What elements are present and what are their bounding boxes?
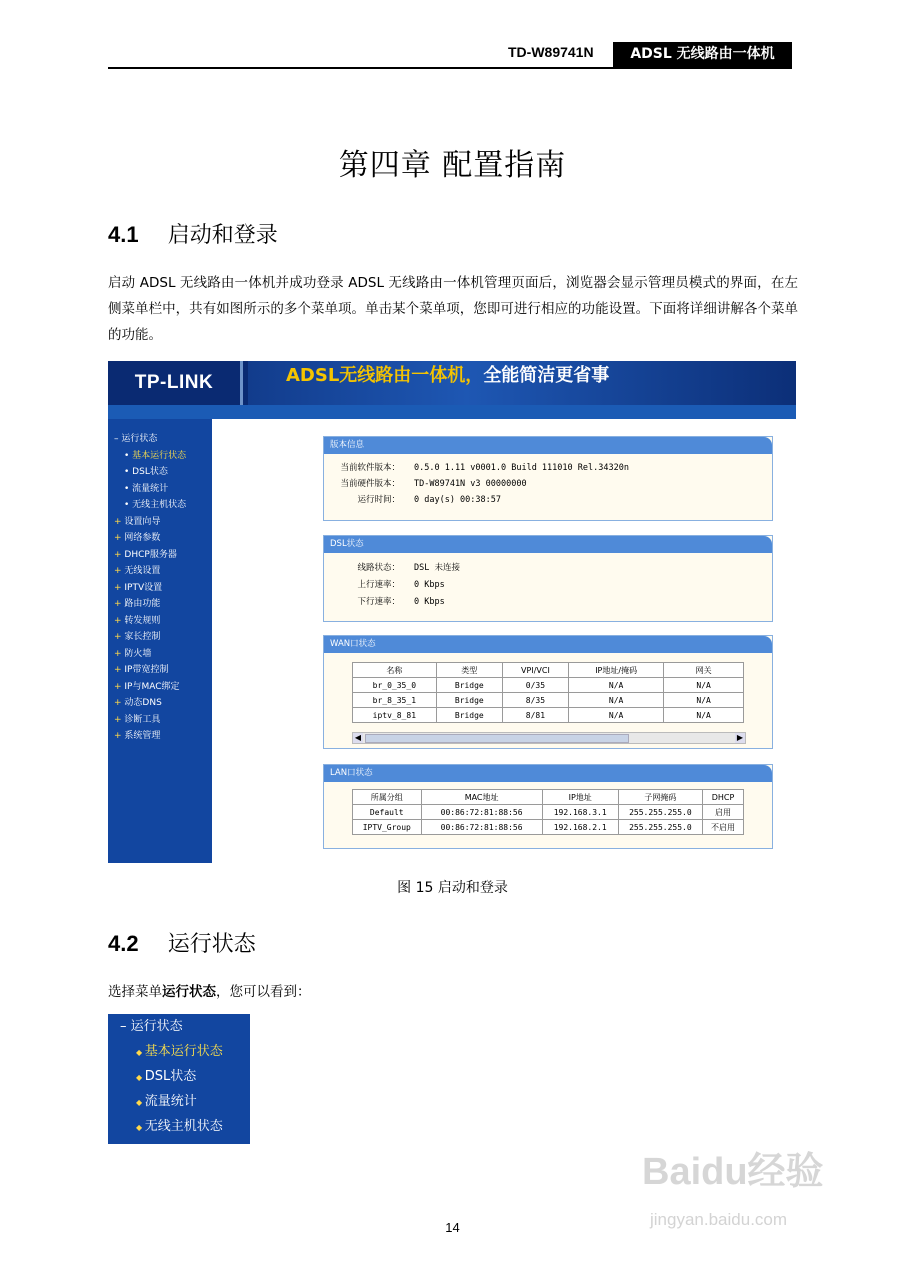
menu-label: 基本运行状态 bbox=[144, 1044, 223, 1059]
table-cell: 0/35 bbox=[502, 678, 568, 693]
table-row bbox=[353, 708, 744, 723]
sidebar-menu-item[interactable] bbox=[114, 679, 186, 696]
blue-bar bbox=[108, 405, 796, 419]
select-menu-paragraph bbox=[108, 980, 311, 1000]
menu-bullet-icon: + bbox=[114, 731, 125, 741]
section-number: 4.1 bbox=[108, 222, 139, 247]
table-row bbox=[353, 805, 744, 820]
menu-bullet-icon: + bbox=[114, 681, 125, 692]
sidebar-menu-item[interactable] bbox=[114, 481, 186, 498]
kv-row: 上行速率： 0 Kbps bbox=[357, 580, 445, 590]
menu-bullet-icon: + bbox=[114, 599, 125, 609]
table-cell: Default bbox=[353, 805, 422, 820]
banner-slogan bbox=[248, 361, 796, 405]
lan-table bbox=[352, 789, 744, 835]
slogan-part-b: 全能简洁更省事 bbox=[483, 365, 610, 386]
menu-bullet-icon: + bbox=[114, 566, 125, 576]
para-text: 选择菜单 bbox=[108, 984, 162, 1000]
menu-label: DSL状态 bbox=[144, 1069, 197, 1084]
sidebar-menu-item[interactable] bbox=[114, 530, 186, 547]
sidebar-menu-item[interactable] bbox=[114, 514, 186, 531]
column-header: DHCP bbox=[703, 790, 744, 805]
menu-bullet-icon: • bbox=[124, 500, 133, 510]
table-cell: 255.255.255.0 bbox=[618, 820, 702, 835]
menu-bullet-icon: + bbox=[114, 549, 125, 560]
menu-label: 流量统计 bbox=[144, 1094, 197, 1109]
kv-row: 运行时间： 0 day(s) 00:38:57 bbox=[357, 495, 501, 505]
menu-label: 系统管理 bbox=[124, 731, 161, 741]
table-cell: 00:86:72:81:88:56 bbox=[421, 805, 542, 820]
menu-label: IP与MAC绑定 bbox=[124, 681, 180, 692]
menu-bullet-icon: • bbox=[124, 450, 133, 461]
sidebar-menu-item[interactable] bbox=[114, 596, 186, 613]
table-cell: N/A bbox=[569, 678, 664, 693]
panel-title: LAN口状态 bbox=[324, 765, 772, 782]
menu-bullet-icon: + bbox=[114, 516, 125, 527]
menu-label: 运行状态 bbox=[121, 434, 158, 444]
menu-label: 动态DNS bbox=[124, 698, 162, 708]
menu-bullet-icon: + bbox=[114, 648, 125, 659]
sidebar-menu-item[interactable] bbox=[114, 662, 186, 679]
column-header: 所属分组 bbox=[353, 790, 422, 805]
section-number: 4.2 bbox=[108, 931, 139, 956]
table-cell: Bridge bbox=[436, 678, 502, 693]
table-cell: 8/81 bbox=[502, 708, 568, 723]
sidebar-menu-item[interactable] bbox=[114, 431, 186, 448]
intro-paragraph: 启动 ADSL 无线路由一体机并成功登录 ADSL 无线路由一体机管理页面后，浏览器会显示管理员模式的界面，在左侧菜单栏中，共有如图所示的多个菜单项。单击某个菜单项，您即可进行相应的功能设置。下面将详细讲解各个菜单的功能。 bbox=[108, 275, 798, 343]
column-header: 类型 bbox=[436, 663, 502, 678]
table-cell: 192.168.3.1 bbox=[542, 805, 618, 820]
menu-bullet-icon: ◆ bbox=[136, 1073, 145, 1082]
column-header: MAC地址 bbox=[421, 790, 542, 805]
table-cell: 255.255.255.0 bbox=[618, 805, 702, 820]
table-cell: 00:86:72:81:88:56 bbox=[421, 820, 542, 835]
lan-panel bbox=[323, 764, 773, 849]
menu-bullet-icon: – bbox=[114, 434, 122, 444]
baidu-watermark-url: jingyan.baidu.com bbox=[650, 1210, 788, 1229]
table-cell: 8/35 bbox=[502, 693, 568, 708]
tp-link-logo: TP-LINK bbox=[108, 361, 243, 405]
table-cell: N/A bbox=[664, 678, 744, 693]
table-row bbox=[353, 693, 744, 708]
figure-caption: 图 15 启动和登录 bbox=[397, 880, 508, 896]
menu-bullet-icon: + bbox=[114, 665, 125, 675]
menu-label: 路由功能 bbox=[124, 599, 161, 609]
panel-title: DSL状态 bbox=[324, 536, 772, 553]
menu-bullet-icon: + bbox=[114, 632, 125, 642]
table-cell: IPTV_Group bbox=[353, 820, 422, 835]
header-model: TD-W89741N bbox=[508, 44, 594, 60]
table-cell: N/A bbox=[569, 693, 664, 708]
panel-title: 版本信息 bbox=[324, 437, 772, 454]
status-menu-screenshot bbox=[108, 1014, 250, 1144]
wan-panel bbox=[323, 635, 773, 749]
table-cell: N/A bbox=[664, 708, 744, 723]
menu-label: 基本运行状态 bbox=[132, 450, 187, 461]
menu-label: 流量统计 bbox=[132, 483, 169, 494]
menu-bullet-icon: + bbox=[114, 533, 125, 543]
column-header: 子网掩码 bbox=[618, 790, 702, 805]
menu-label: 网络参数 bbox=[124, 533, 161, 543]
menu-label: 无线主机状态 bbox=[132, 500, 187, 510]
menu-bullet-icon: • bbox=[124, 483, 133, 494]
status-menu-item[interactable] bbox=[108, 1039, 250, 1064]
status-menu-item[interactable] bbox=[108, 1064, 250, 1089]
para-text: ，您可以看到： bbox=[216, 984, 311, 1000]
table-header-row bbox=[353, 790, 744, 805]
menu-bullet-icon: ◆ bbox=[136, 1048, 145, 1057]
sidebar-menu-item[interactable] bbox=[114, 646, 186, 663]
section-title: 启动和登录 bbox=[167, 223, 278, 248]
kv-row: 线路状态： DSL 未连接 bbox=[357, 563, 460, 573]
menu-bullet-icon: – bbox=[120, 1019, 131, 1034]
sidebar-menu-item[interactable] bbox=[114, 547, 186, 564]
section-heading-4-2 bbox=[108, 927, 256, 958]
menu-label: IP带宽控制 bbox=[124, 665, 169, 675]
table-cell: 不启用 bbox=[703, 820, 744, 835]
baidu-watermark-logo: Baidu经验 bbox=[642, 1151, 824, 1193]
router-admin-screenshot bbox=[108, 361, 796, 863]
menu-label: 运行状态 bbox=[130, 1019, 183, 1034]
sidebar-menu-item[interactable] bbox=[114, 580, 186, 597]
column-header: VPI/VCI bbox=[502, 663, 568, 678]
sidebar-menu-item[interactable] bbox=[114, 712, 186, 729]
menu-label: 转发规则 bbox=[124, 615, 161, 626]
scroll-left-icon[interactable]: ◀ bbox=[354, 733, 362, 742]
menu-bullet-icon: ◆ bbox=[136, 1098, 145, 1107]
column-header: 名称 bbox=[353, 663, 437, 678]
menu-label: DSL状态 bbox=[132, 467, 168, 477]
table-row bbox=[353, 820, 744, 835]
column-header: IP地址/掩码 bbox=[569, 663, 664, 678]
menu-label: 防火墙 bbox=[124, 648, 152, 659]
menu-bullet-icon: • bbox=[124, 467, 133, 477]
table-header-row bbox=[353, 663, 744, 678]
menu-label: 无线设置 bbox=[124, 566, 161, 576]
sidebar-menu-item[interactable] bbox=[114, 613, 186, 630]
table-cell: br_8_35_1 bbox=[353, 693, 437, 708]
slogan-part-a: ADSL无线路由一体机， bbox=[286, 365, 484, 386]
column-header: IP地址 bbox=[542, 790, 618, 805]
menu-bullet-icon: ◆ bbox=[136, 1123, 145, 1132]
menu-bullet-icon: + bbox=[114, 615, 125, 626]
panel-title: WAN口状态 bbox=[324, 636, 772, 653]
header-product: ADSL 无线路由一体机 bbox=[613, 42, 792, 67]
scroll-thumb[interactable] bbox=[365, 734, 629, 743]
table-cell: N/A bbox=[569, 708, 664, 723]
sidebar-menu-item[interactable] bbox=[114, 728, 186, 745]
sidebar-menu-item[interactable] bbox=[114, 448, 186, 465]
header-rule bbox=[108, 67, 792, 69]
page-number: 14 bbox=[445, 1220, 460, 1235]
menu-bullet-icon: + bbox=[114, 714, 125, 725]
sidebar-menu-item[interactable] bbox=[114, 563, 186, 580]
table-cell: N/A bbox=[664, 693, 744, 708]
table-cell: iptv_8_81 bbox=[353, 708, 437, 723]
para-bold: 运行状态 bbox=[162, 984, 216, 1000]
table-cell: Bridge bbox=[436, 708, 502, 723]
table-cell: br_0_35_0 bbox=[353, 678, 437, 693]
status-menu-item[interactable] bbox=[108, 1014, 250, 1039]
menu-label: IPTV设置 bbox=[124, 582, 163, 593]
sidebar-menu-item[interactable] bbox=[114, 464, 186, 481]
section-title: 运行状态 bbox=[167, 932, 256, 957]
menu-label: 家长控制 bbox=[124, 632, 161, 642]
horizontal-scrollbar[interactable] bbox=[352, 732, 746, 744]
table-cell: Bridge bbox=[436, 693, 502, 708]
version-panel bbox=[323, 436, 773, 521]
kv-row: 当前硬件版本： TD-W89741N v3 00000000 bbox=[340, 479, 527, 489]
dsl-panel bbox=[323, 535, 773, 622]
sidebar-menu-item[interactable] bbox=[114, 497, 186, 514]
status-menu-item[interactable] bbox=[108, 1114, 250, 1139]
kv-row: 下行速率： 0 Kbps bbox=[357, 597, 445, 607]
menu-label: 诊断工具 bbox=[124, 714, 161, 725]
table-cell: 启用 bbox=[703, 805, 744, 820]
scroll-right-icon[interactable]: ▶ bbox=[736, 733, 744, 742]
sidebar-menu-item[interactable] bbox=[114, 629, 186, 646]
section-heading-4-1 bbox=[108, 218, 278, 249]
chapter-title: 第四章 配置指南 bbox=[338, 148, 567, 183]
sidebar-menu bbox=[114, 431, 186, 745]
menu-bullet-icon: + bbox=[114, 698, 125, 708]
status-menu-item[interactable] bbox=[108, 1089, 250, 1114]
menu-label: 无线主机状态 bbox=[144, 1119, 223, 1134]
menu-bullet-icon: + bbox=[114, 582, 125, 593]
table-row bbox=[353, 678, 744, 693]
wan-table bbox=[352, 662, 744, 723]
menu-label: DHCP服务器 bbox=[124, 549, 177, 560]
column-header: 网关 bbox=[664, 663, 744, 678]
kv-row: 当前软件版本： 0.5.0 1.11 v0001.0 Build 111010 Rel.34320n bbox=[340, 463, 629, 473]
table-cell: 192.168.2.1 bbox=[542, 820, 618, 835]
menu-label: 设置向导 bbox=[124, 516, 161, 527]
sidebar-menu-item[interactable] bbox=[114, 695, 186, 712]
